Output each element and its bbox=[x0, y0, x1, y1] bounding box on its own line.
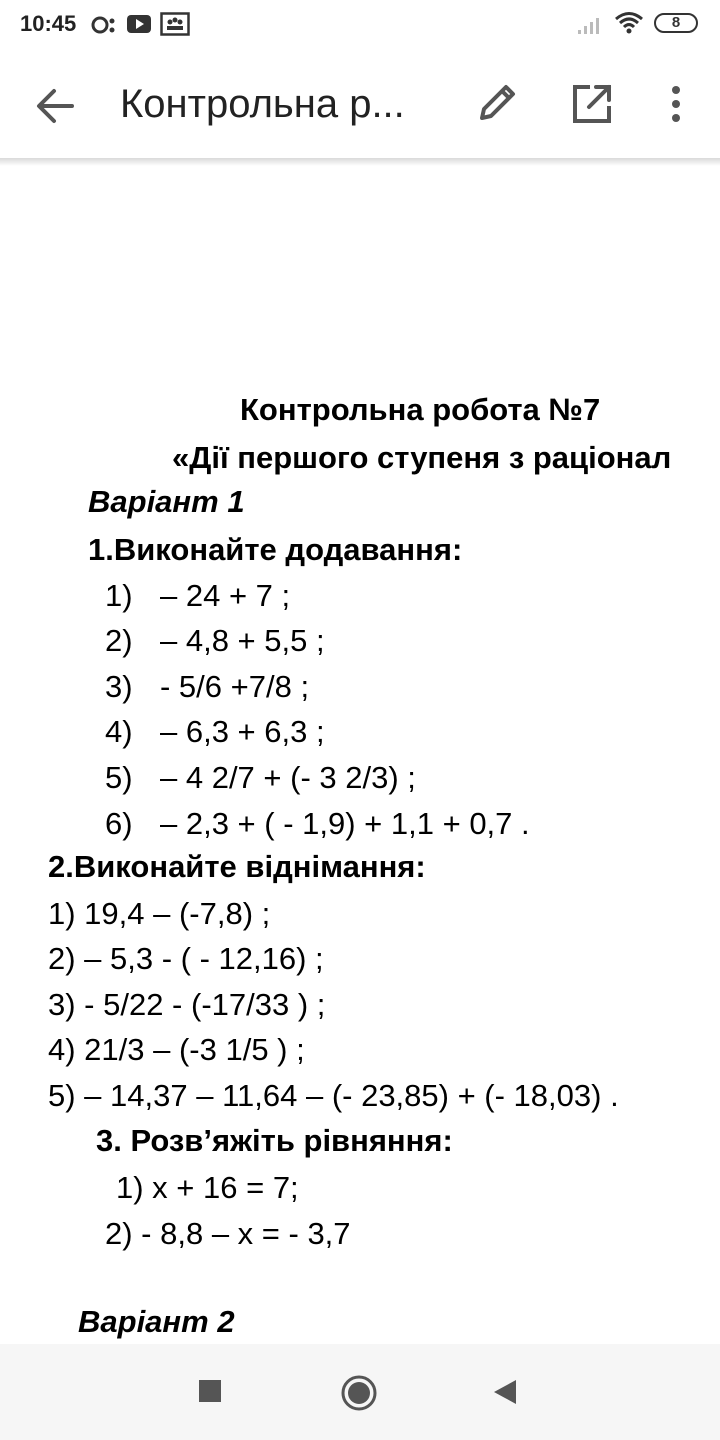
youtube-icon bbox=[126, 13, 152, 35]
task-1-item-num: 5) bbox=[105, 760, 133, 795]
open-external-icon[interactable] bbox=[570, 82, 614, 126]
signal-icon bbox=[576, 12, 604, 36]
more-vert-icon[interactable] bbox=[666, 84, 686, 124]
task-1-item-num: 3) bbox=[105, 669, 133, 704]
task-1-item-expr: – 6,3 + 6,3 ; bbox=[160, 714, 325, 749]
task-1-item-num: 2) bbox=[105, 623, 133, 658]
back-triangle-icon[interactable] bbox=[492, 1378, 518, 1406]
document-subheading: «Дії першого ступеня з раціонал bbox=[172, 440, 672, 475]
system-nav-bar bbox=[0, 1344, 720, 1440]
task-1-item-num: 4) bbox=[105, 714, 133, 749]
variant-1-label: Варіант 1 bbox=[88, 484, 245, 519]
task-2-item: 1) 19,4 – (-7,8) ; bbox=[48, 896, 271, 931]
task-1-item-expr: – 24 + 7 ; bbox=[160, 578, 291, 613]
task-1-item-expr: – 4,8 + 5,5 ; bbox=[160, 623, 325, 658]
task-1-item-num: 6) bbox=[105, 806, 133, 841]
task-1-item-expr: – 2,3 + ( - 1,9) + 1,1 + 0,7 . bbox=[160, 806, 530, 841]
wifi-icon bbox=[614, 11, 644, 35]
task-2-item: 5) – 14,37 – 11,64 – (- 23,85) + (- 18,03) . bbox=[48, 1078, 619, 1113]
status-bar bbox=[0, 0, 720, 50]
edit-pencil-icon[interactable] bbox=[474, 82, 518, 126]
variant-2-label: Варіант 2 bbox=[78, 1304, 235, 1339]
task-2-item: 3) - 5/22 - (-17/33 ) ; bbox=[48, 987, 326, 1022]
task-2-item: 2) – 5,3 - ( - 12,16) ; bbox=[48, 941, 324, 976]
battery-level: 8 bbox=[671, 14, 681, 31]
home-circle-icon[interactable] bbox=[340, 1374, 378, 1412]
document-heading: Контрольна робота №7 bbox=[240, 392, 601, 427]
task-3-item: 1) х + 16 = 7; bbox=[116, 1170, 299, 1205]
task-3-item: 2) - 8,8 – х = - 3,7 bbox=[105, 1216, 351, 1251]
notification-bubble-icon bbox=[90, 15, 116, 35]
task-2-title: 2.Виконайте віднімання: bbox=[48, 849, 426, 884]
app-bar-shadow bbox=[0, 158, 720, 166]
task-1-item-expr: – 4 2/7 + (- 3 2/3) ; bbox=[160, 760, 416, 795]
task-3-title: 3. Розв’яжіть рівняння: bbox=[96, 1123, 453, 1158]
meeting-icon bbox=[160, 12, 190, 36]
battery-icon bbox=[654, 13, 698, 33]
document-view[interactable] bbox=[0, 166, 720, 1344]
app-bar bbox=[0, 50, 720, 160]
task-1-item-expr: - 5/6 +7/8 ; bbox=[160, 669, 310, 704]
back-arrow-icon[interactable] bbox=[34, 86, 76, 126]
recents-square-icon[interactable] bbox=[198, 1379, 222, 1403]
page-title: Контрольна р... bbox=[120, 82, 405, 126]
status-time: 10:45 bbox=[20, 11, 77, 36]
task-1-item-num: 1) bbox=[105, 578, 133, 613]
task-2-item: 4) 21/3 – (-3 1/5 ) ; bbox=[48, 1032, 305, 1067]
task-1-title: 1.Виконайте додавання: bbox=[88, 532, 463, 567]
